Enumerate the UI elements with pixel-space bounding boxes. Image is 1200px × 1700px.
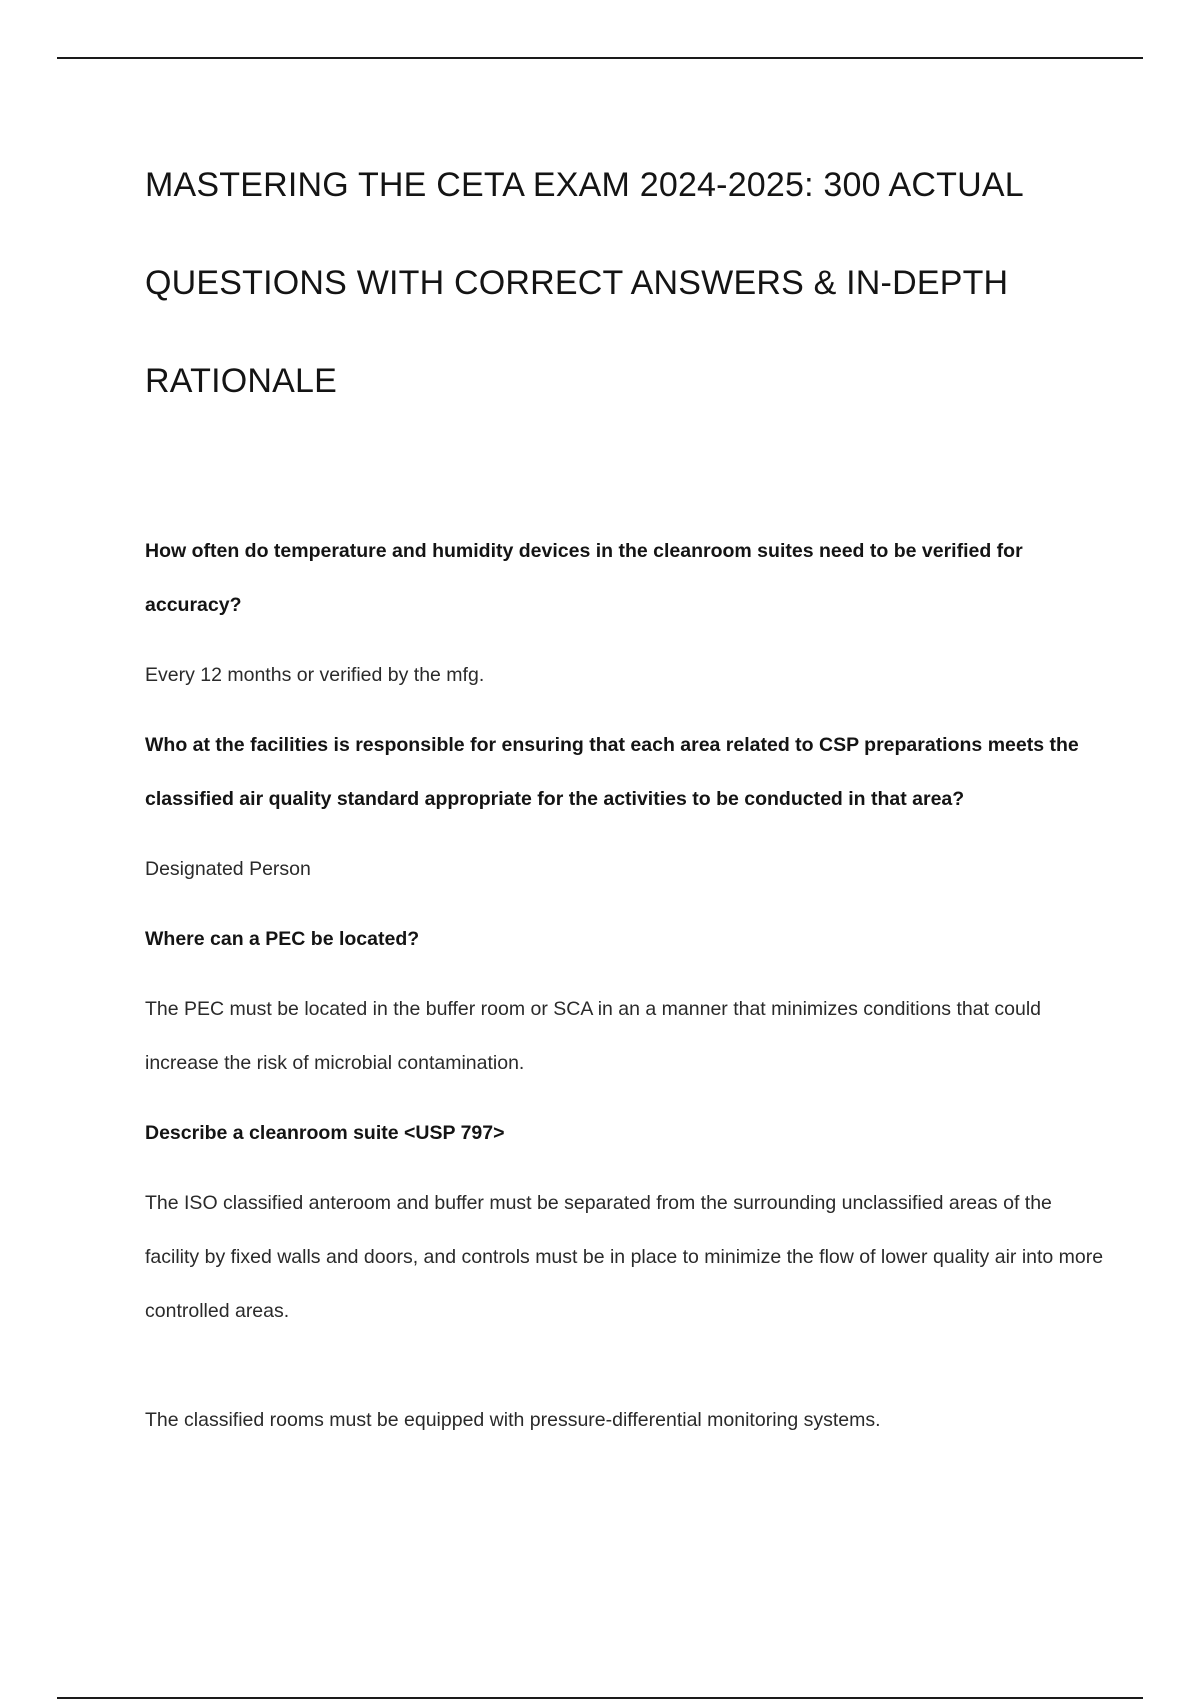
bottom-rule <box>57 1697 1143 1699</box>
qa-section <box>145 524 1105 1447</box>
answer-2: Designated Person <box>145 858 311 880</box>
answer-3: The PEC must be located in the buffer room or SCA in an a manner that minimizes conditions that could increase the risk of microbial contamination. <box>145 998 1042 1074</box>
answer-4-extra: The classified rooms must be equipped with pressure-differential monitoring systems. <box>145 1409 881 1431</box>
question-3: Where can a PEC be located? <box>145 928 420 950</box>
answer-1: Every 12 months or verified by the mfg. <box>145 664 485 686</box>
question-4: Describe a cleanroom suite <USP 797> <box>145 1122 505 1144</box>
top-rule <box>57 57 1143 59</box>
question-2: Who at the facilities is responsible for ensuring that each area related to CSP preparations meets the classified air quality standard appropriate for the activities to be conducted in that area? <box>145 734 1079 810</box>
document-title: MASTERING THE CETA EXAM 2024-2025: 300 ACTUAL QUESTIONS WITH CORRECT ANSWERS & IN-DEPTH RATIONALE <box>145 166 1023 400</box>
question-1: How often do temperature and humidity devices in the cleanroom suites need to be verified for accuracy? <box>145 540 1023 616</box>
answer-4: The ISO classified anteroom and buffer must be separated from the surrounding unclassified areas of the facility by fixed walls and doors, and controls must be in place to minimize the flow of lower quality air into more controlled areas. <box>145 1192 1104 1322</box>
